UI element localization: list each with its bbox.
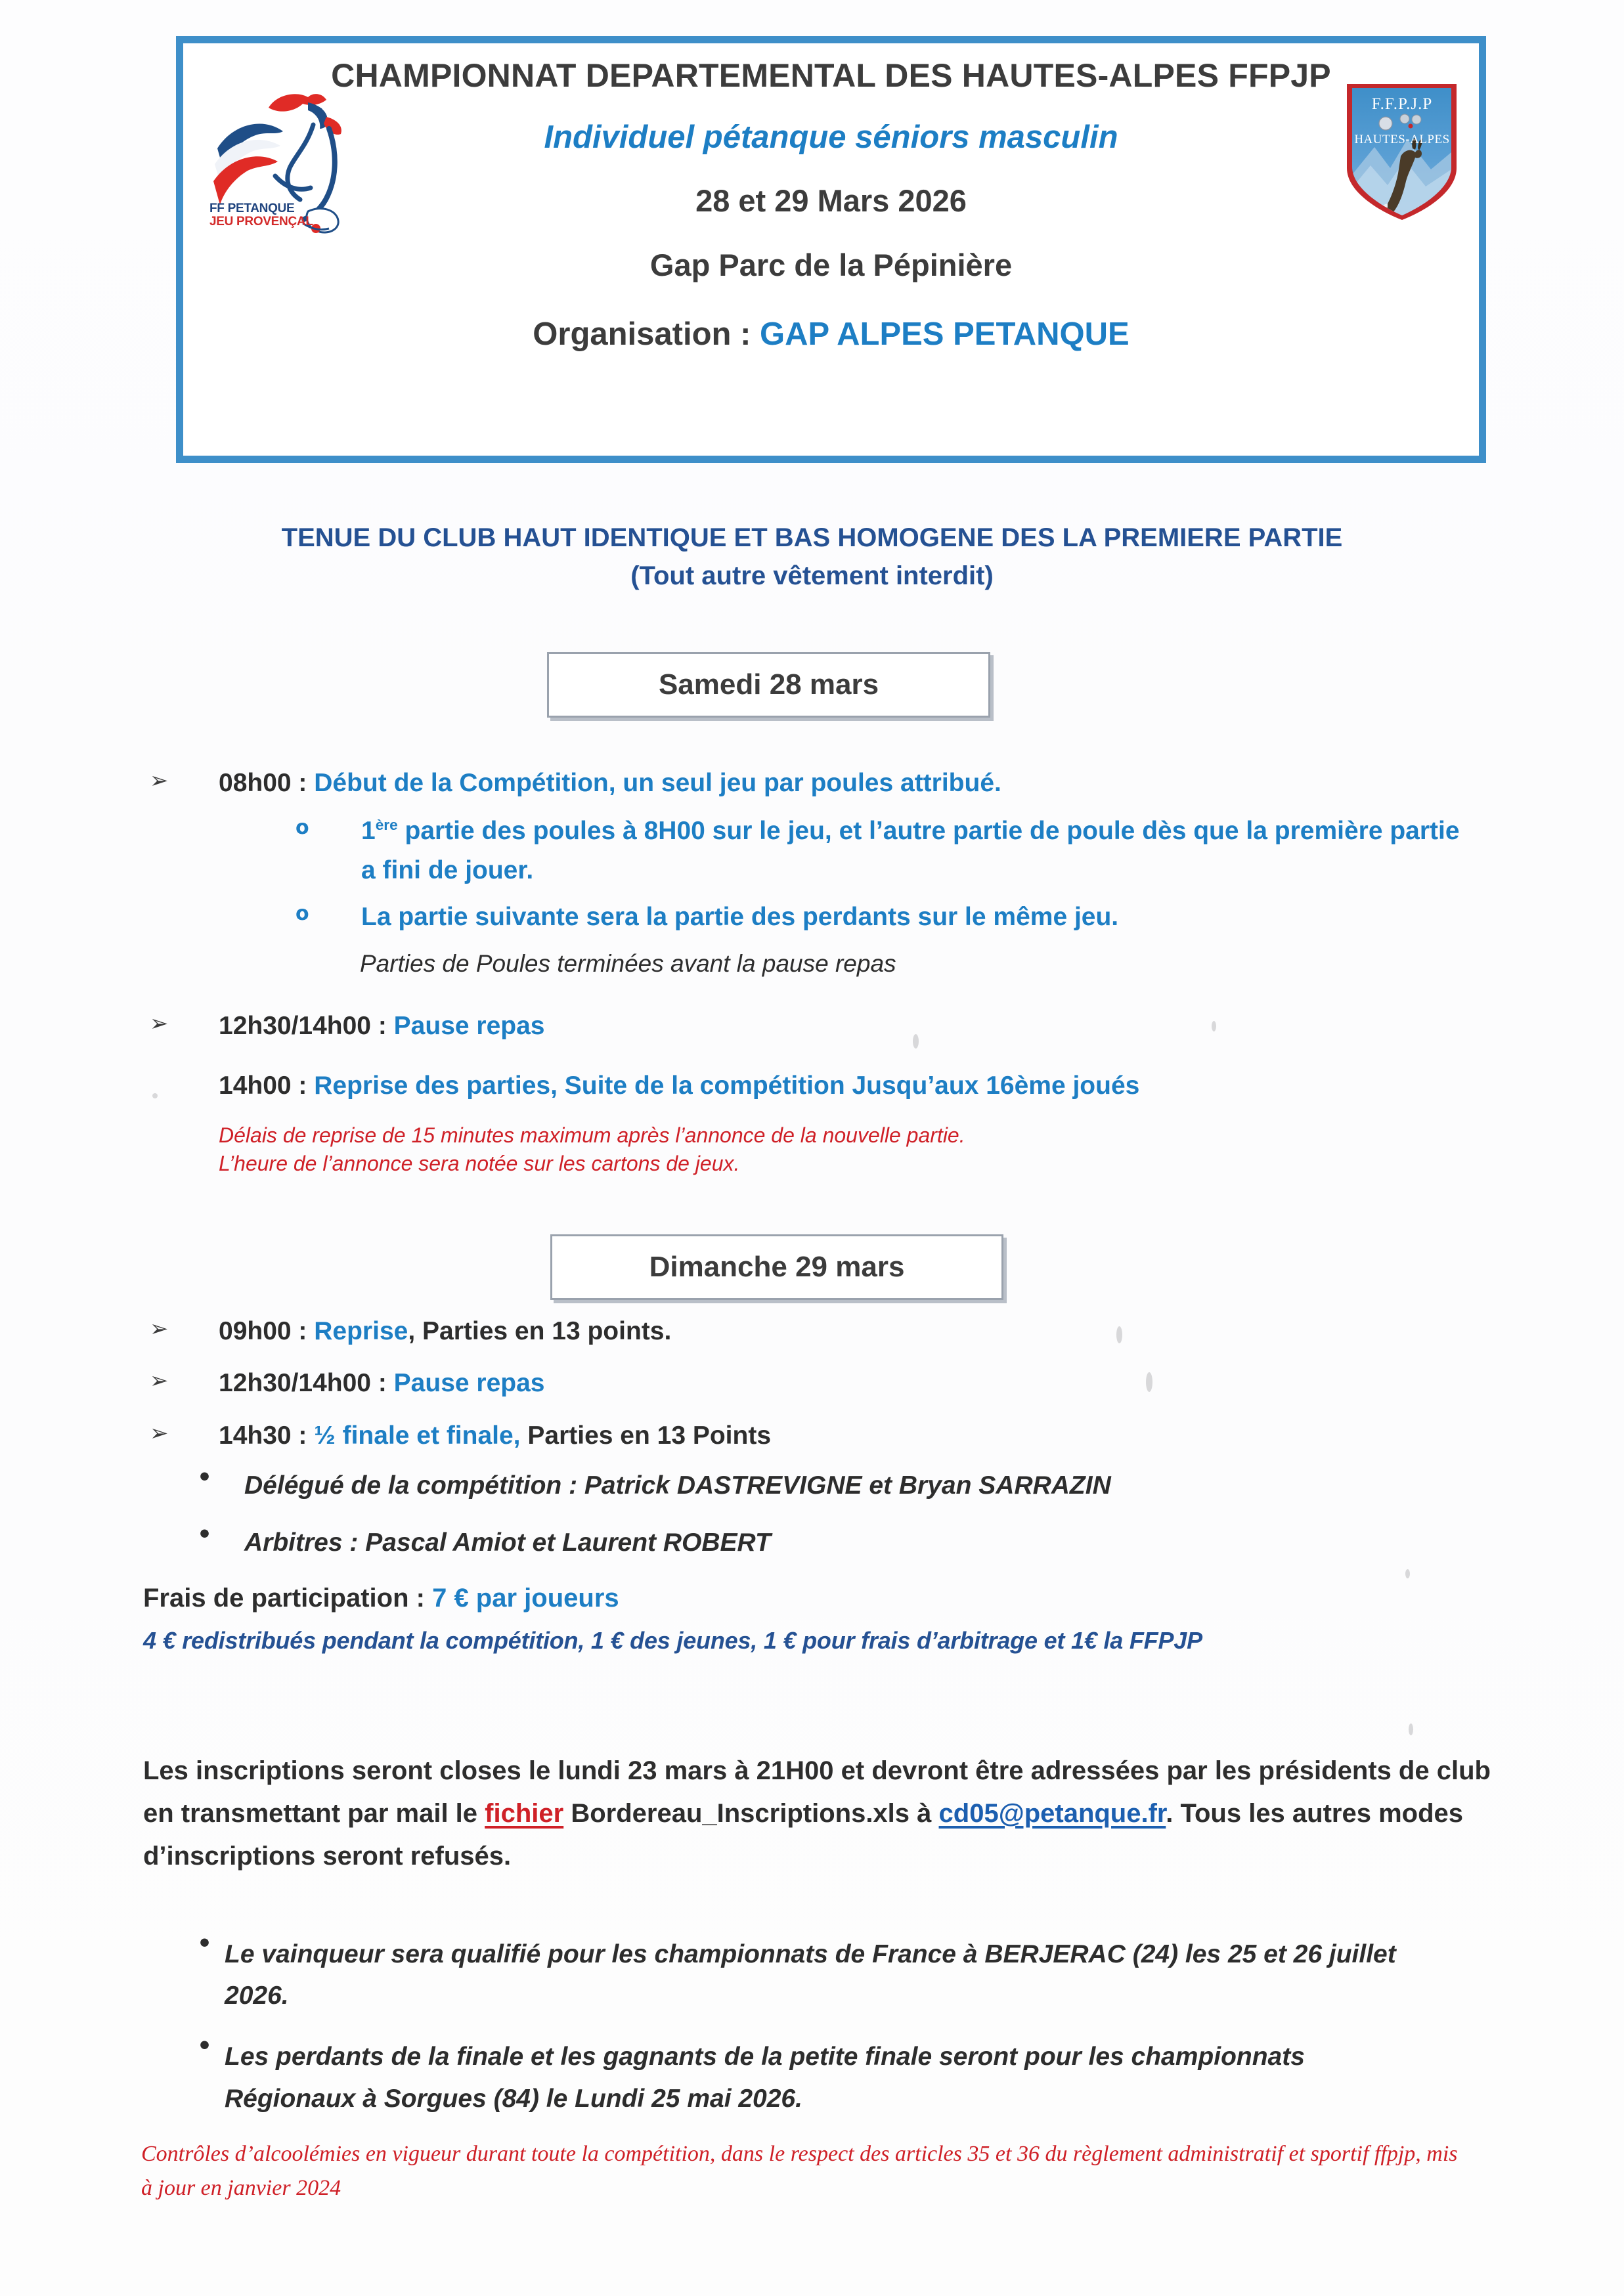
- scan-artifact: [913, 1034, 919, 1049]
- dress-code-line1: TENUE DU CLUB HAUT IDENTIQUE ET BAS HOMOGENE DES LA PREMIERE PARTIE: [281, 523, 1343, 552]
- registration-part1: Les inscriptions seront closes le lundi 23 mars à 21H00 et devront être adressées par les présidents de club en transmettant par mail le: [143, 1756, 1491, 1828]
- schedule-note-saturday: Parties de Poules terminées avant la pause repas: [360, 950, 896, 978]
- sun-1430-blue: ½ finale et finale,: [314, 1421, 521, 1450]
- event-venue: Gap Parc de la Pépinière: [649, 248, 1013, 282]
- sat-0800-text: Début de la Compétition, un seul jeu par poules attribué.: [314, 769, 1001, 797]
- official-delegate: [197, 1464, 1510, 1504]
- qualification-bullet-2-text: Les perdants de la finale et les gagnants de la petite finale seront pour les championnats Régionaux à Sorgues (84) le Lundi 25 mai 2026.: [225, 2043, 1305, 2113]
- alcohol-control-notice: Contrôles d’alcoolémies en vigueur durant toute la compétition, dans le respect des articles 35 et 36 du règlement administratif et sportif ffpjp, mis à jour en janvier 2024: [141, 2142, 1458, 2200]
- schedule-item-sat-1400: [150, 1068, 1516, 1104]
- scan-artifact: [1146, 1372, 1152, 1392]
- registration-part3: . Tous les autres modes d’inscriptions seront refusés.: [143, 1798, 1464, 1871]
- official-delegate-text: Délégué de la compétition : Patrick DASTREVIGNE et Bryan SARRAZIN: [244, 1471, 1111, 1500]
- schedule-item-sun-0900: [150, 1313, 1516, 1349]
- sun-0900-blue: Reprise: [314, 1317, 408, 1345]
- registration-paragraph: [143, 1750, 1519, 1877]
- scan-artifact: [1409, 1723, 1413, 1735]
- sun-1430-time: 14h30 :: [219, 1421, 315, 1450]
- dot-bullet-icon: •: [197, 1521, 213, 1549]
- qualification-list: [197, 1930, 1510, 2119]
- sat-1400-time: 14h00 :: [219, 1072, 315, 1100]
- dot-bullet-icon: •: [197, 1930, 213, 1957]
- organisation-label: Organisation :: [533, 316, 760, 352]
- schedule-item-sat-lunch: [150, 1008, 1516, 1044]
- svg-text:HAUTES-ALPES: HAUTES-ALPES: [1354, 133, 1450, 146]
- ff-logo-line2: JEU PROVENÇAL: [209, 214, 313, 228]
- event-subtitle: Individuel pétanque séniors masculin: [544, 119, 1118, 155]
- sun-lunch-time: 12h30/14h00 :: [219, 1369, 394, 1398]
- schedule-saturday: [150, 765, 1516, 1178]
- event-organisation: [183, 316, 1479, 353]
- page-title: CHAMPIONNAT DEPARTEMENTAL DES HAUTES-ALPES FFPJP: [331, 57, 1331, 94]
- arrow-bullet-icon: ➢: [150, 1316, 169, 1342]
- header-banner: [176, 36, 1486, 463]
- sat-sub1-prefix: 1: [361, 817, 376, 846]
- circle-bullet-icon: o: [296, 901, 309, 925]
- scan-artifact: [152, 1093, 158, 1098]
- qualification-bullet-2: [197, 2033, 1426, 2119]
- sat-warning-line1: Délais de reprise de 15 minutes maximum après l’annonce de la nouvelle partie.: [219, 1123, 965, 1147]
- sun-0900-rest: , Parties en 13 points.: [408, 1317, 672, 1345]
- sun-1430-rest: Parties en 13 Points: [520, 1421, 772, 1450]
- day-header-sunday: Dimanche 29 mars: [550, 1234, 1003, 1300]
- participation-fee-label: Frais de participation :: [143, 1584, 433, 1613]
- arrow-bullet-icon: ➢: [150, 1010, 169, 1037]
- participation-fee: [143, 1584, 619, 1613]
- sat-0800-time: 08h00 :: [219, 769, 315, 797]
- arrow-bullet-icon: ➢: [150, 1368, 169, 1395]
- sat-lunch-time: 12h30/14h00 :: [219, 1011, 394, 1040]
- sun-0900-time: 09h00 :: [219, 1317, 315, 1345]
- circle-bullet-icon: o: [296, 816, 309, 840]
- ff-petanque-logo: [198, 83, 362, 247]
- dress-code-line2: (Tout autre vêtement interdit): [630, 561, 994, 590]
- qualification-bullet-1-text: Le vainqueur sera qualifié pour les championnats de France à BERJERAC (24) les 25 et 26 juillet 2026.: [225, 1940, 1396, 2010]
- sat-sub1-text: partie des poules à 8H00 sur le jeu, et l’autre partie de poule dès que la première partie a fini de jouer.: [361, 817, 1460, 884]
- dot-bullet-icon: •: [197, 1464, 213, 1491]
- official-referees: [197, 1521, 1510, 1561]
- dot-bullet-icon: •: [197, 2033, 213, 2060]
- official-referees-text: Arbitres : Pascal Amiot et Laurent ROBERT: [244, 1528, 771, 1557]
- day-header-saturday: Samedi 28 mars: [547, 652, 990, 718]
- sat-lunch-text: Pause repas: [393, 1011, 545, 1040]
- sun-lunch-blue: Pause repas: [393, 1369, 545, 1398]
- schedule-warning-saturday: [219, 1121, 1516, 1178]
- sat-sub1-sup: ère: [375, 817, 398, 834]
- arrow-bullet-icon: ➢: [150, 1419, 169, 1446]
- participation-fee-amount: 7 € par joueurs: [432, 1584, 619, 1613]
- scan-artifact: [1405, 1569, 1410, 1578]
- participation-fee-breakdown: 4 € redistribués pendant la compétition, 1 € des jeunes, 1 € pour frais d’arbitrage et 1€ la FFPJP: [143, 1627, 1202, 1654]
- schedule-item-sun-lunch: [150, 1365, 1516, 1401]
- sat-1400-text: Reprise des parties, Suite de la compétition Jusqu’aux 16ème joués: [314, 1072, 1140, 1100]
- registration-part2: Bordereau_Inscriptions.xls à: [563, 1798, 939, 1828]
- scan-artifact: [1116, 1326, 1122, 1343]
- ff-logo-line1: FF PETANQUE: [209, 202, 295, 215]
- arrow-bullet-icon: ➢: [150, 768, 169, 794]
- sat-sub2-text: La partie suivante sera la partie des perdants sur le même jeu.: [361, 902, 1119, 931]
- schedule-subitem-sat-2: [296, 899, 1478, 935]
- qualification-bullet-1: [197, 1930, 1426, 2016]
- schedule-item-sat-0800: [150, 765, 1516, 801]
- svg-text:F.F.P.J.P: F.F.P.J.P: [1371, 95, 1433, 113]
- schedule-subitem-sat-1: [296, 812, 1478, 890]
- dress-code-notice: [0, 519, 1624, 595]
- sat-warning-line2: L’heure de l’annonce sera notée sur les cartons de jeux.: [219, 1151, 740, 1175]
- schedule-item-sun-1430: [150, 1418, 1516, 1454]
- registration-email-link[interactable]: cd05@petanque.fr: [938, 1798, 1166, 1828]
- schedule-sunday: [150, 1313, 1516, 1454]
- officials-list: [197, 1464, 1510, 1561]
- organisation-name: GAP ALPES PETANQUE: [760, 316, 1130, 352]
- event-dates: 28 et 29 Mars 2026: [695, 183, 967, 218]
- registration-file-link[interactable]: fichier: [485, 1798, 564, 1828]
- scan-artifact: [1212, 1021, 1216, 1031]
